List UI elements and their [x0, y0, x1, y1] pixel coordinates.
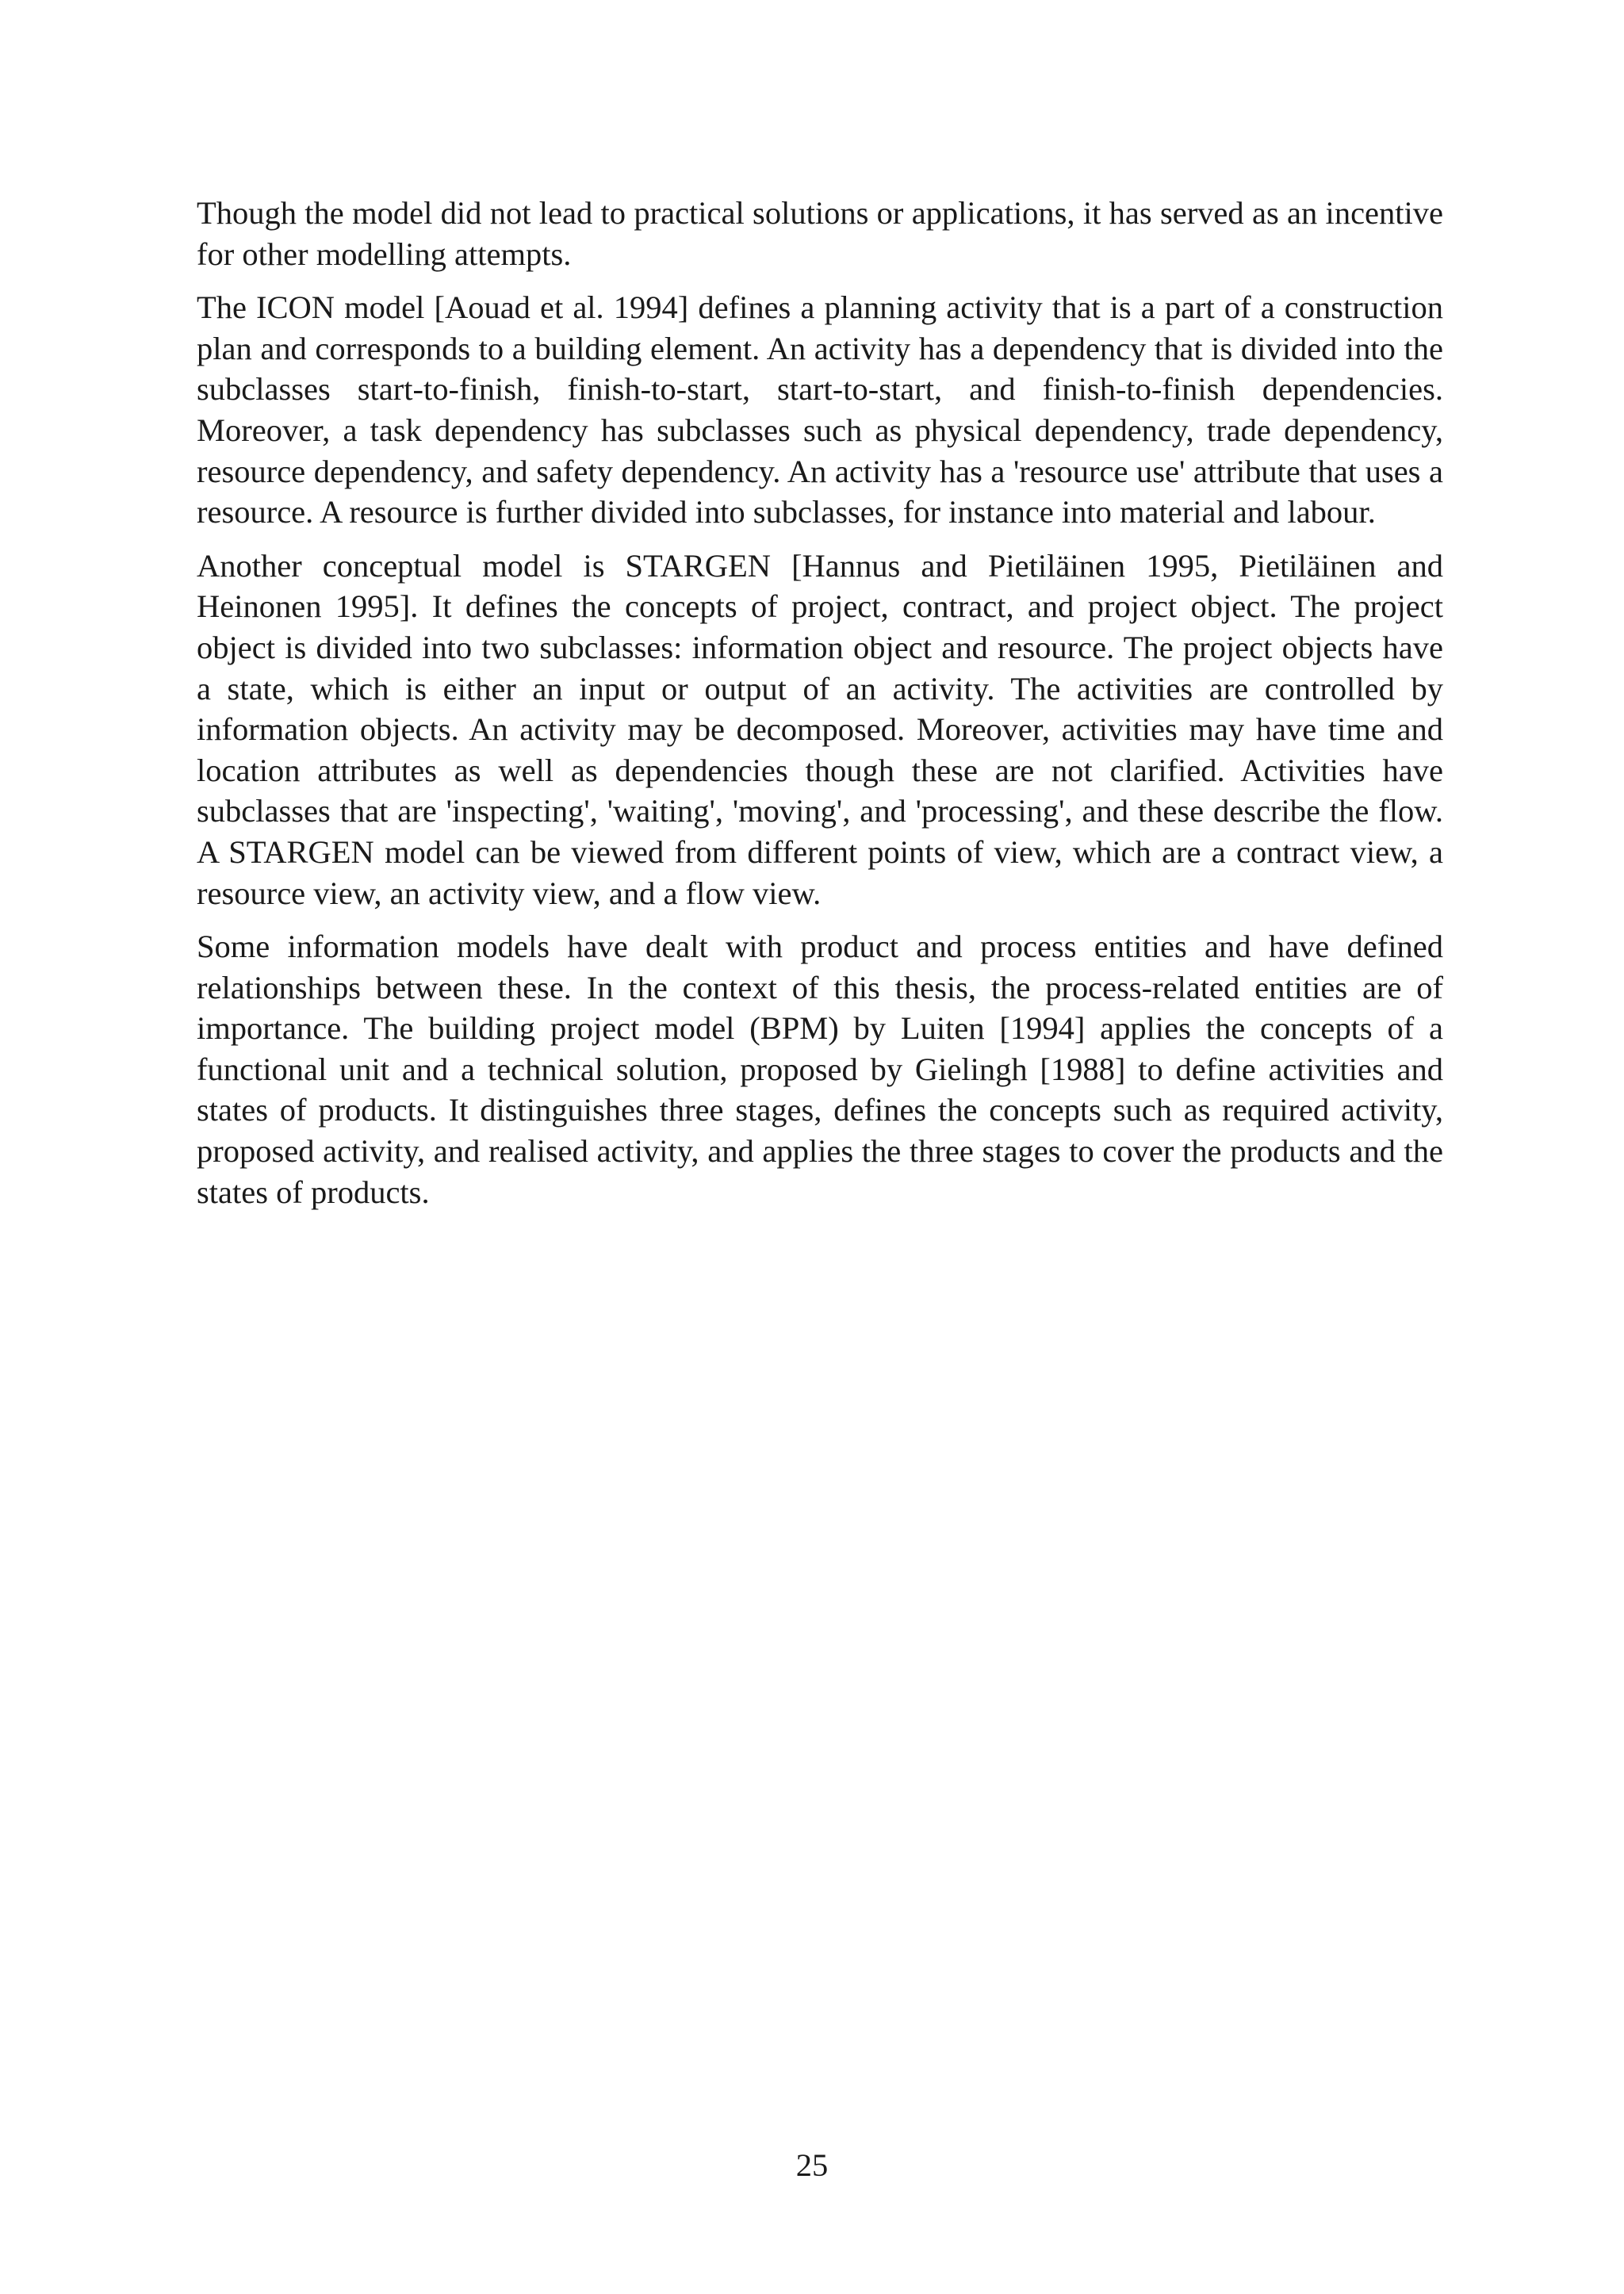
- page-number: 25: [795, 2147, 829, 2183]
- paragraph-stargen-model: Another conceptual model is STARGEN [Hannus and Pietiläinen 1995, Pietiläinen and Heinonen 1995]. It defines the concepts of project, contract, and project object. The project object is divided into two subclasses: information object and resource. The project objects have a state, which is either an input or output of an activity. The activities are controlled by information objects. An activity may be decomposed. Moreover, activities may have time and location attributes as well as dependencies though these are not clarified. Activities have subclasses that are 'inspecting', 'waiting', 'moving', and 'processing', and these describe the flow. A STARGEN model can be viewed from different points of view, which are a contract view, a resource view, an activity view, and a flow view.: [197, 547, 1443, 911]
- paragraph-model-incentive: Though the model did not lead to practical solutions or applications, it has served as an incentive for other modelling attempts.: [197, 195, 1443, 272]
- body-text: [197, 193, 1443, 1225]
- paragraph-information-models: Some information models have dealt with product and process entities and have defined relationships between these. In the context of this thesis, the process-related entities are of importance. The building project model (BPM) by Luiten [1994] applies the concepts of a functional unit and a technical solution, proposed by Gielingh [1988] to define activities and states of products. It distinguishes three stages, defines the concepts such as required activity, proposed activity, and realised activity, and applies the three stages to cover the products and the states of products.: [197, 929, 1443, 1210]
- paragraph-icon-model: The ICON model [Aouad et al. 1994] defines a planning activity that is a part of a construction plan and corresponds to a building element. An activity has a dependency that is divided into the subclasses start-to-finish, finish-to-start, start-to-start, and finish-to-finish dependencies. Moreover, a task dependency has subclasses such as physical dependency, trade dependency, resource dependency, and safety dependency. An activity has a 'resource use' attribute that uses a resource. A resource is further divided into subclasses, for instance into material and labour.: [197, 289, 1443, 530]
